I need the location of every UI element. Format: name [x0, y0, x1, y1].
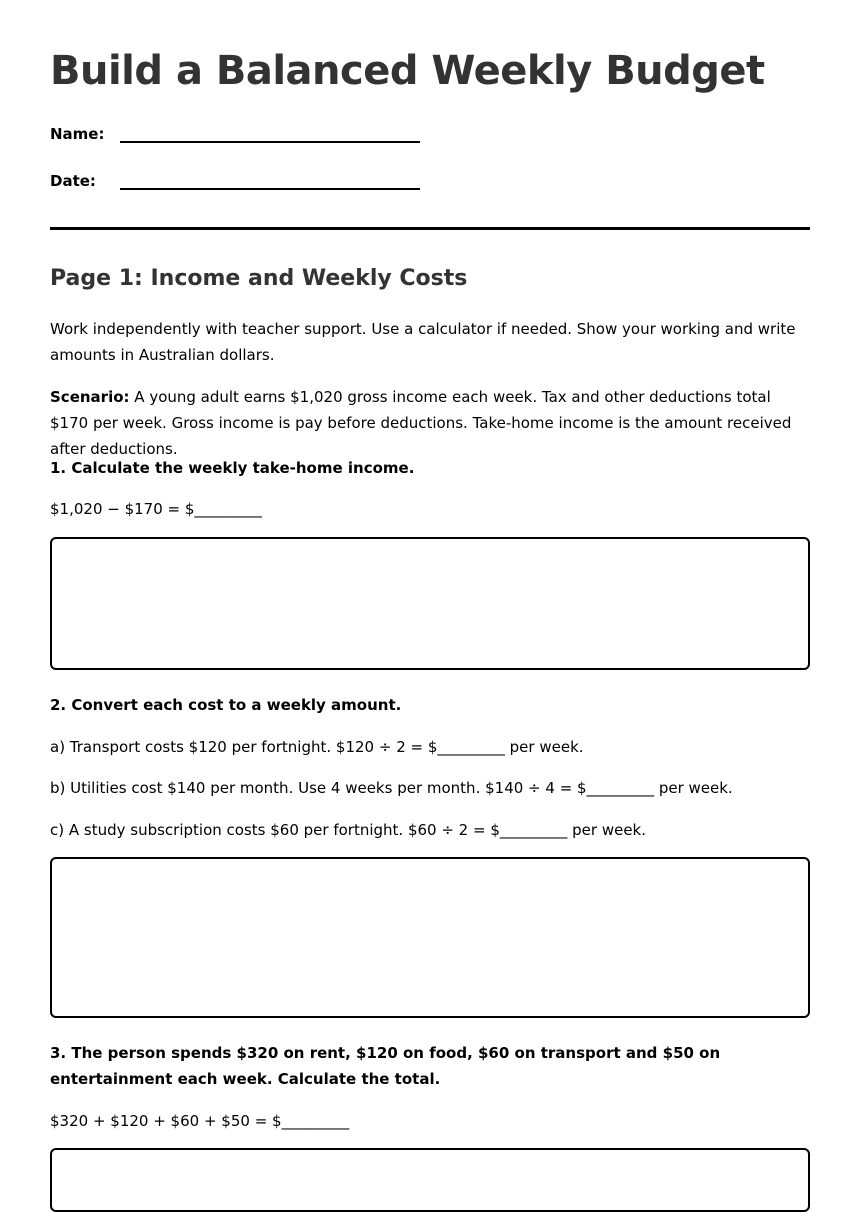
date-label: Date:: [50, 172, 96, 190]
question-2c: c) A study subscription costs $60 per fortnight. $60 ÷ 2 = $_________ per week.: [50, 821, 647, 839]
name-field: [50, 121, 420, 143]
question-1-answer-box[interactable]: [50, 537, 810, 670]
question-3-prompt: 3. The person spends $320 on rent, $120 on food, $60 on transport and $50 on entertainment each week. Calculate the total.: [50, 1044, 721, 1088]
question-1-prompt: 1. Calculate the weekly take-home income.: [50, 459, 415, 477]
question-2a: a) Transport costs $120 per fortnight. $120 ÷ 2 = $_________ per week.: [50, 738, 584, 756]
intro-text: Work independently with teacher support. Use a calculator if needed. Show your working and write amounts in Australian dollars.: [50, 320, 796, 364]
date-input-line[interactable]: [120, 168, 420, 190]
header-divider: [50, 227, 810, 230]
section-heading: Page 1: Income and Weekly Costs: [50, 266, 468, 291]
date-field: [50, 168, 420, 190]
question-2-answer-box[interactable]: [50, 857, 810, 1018]
scenario-label: Scenario:: [50, 388, 130, 406]
scenario-body: A young adult earns $1,020 gross income each week. Tax and other deductions total $170 per week. Gross income is pay before deductions. Take-home income is the amount received after deductions.: [50, 388, 792, 458]
name-label: Name:: [50, 125, 105, 143]
question-3-equation: $320 + $120 + $60 + $50 = $_________: [50, 1112, 350, 1130]
question-3-answer-box[interactable]: [50, 1148, 810, 1212]
question-2b: b) Utilities cost $140 per month. Use 4 weeks per month. $140 ÷ 4 = $_________ per week.: [50, 779, 733, 797]
page-title: Build a Balanced Weekly Budget: [50, 48, 765, 94]
scenario-text: [50, 384, 810, 462]
name-input-line[interactable]: [120, 121, 420, 143]
question-2-prompt: 2. Convert each cost to a weekly amount.: [50, 696, 402, 714]
question-1-equation: $1,020 − $170 = $_________: [50, 500, 262, 518]
